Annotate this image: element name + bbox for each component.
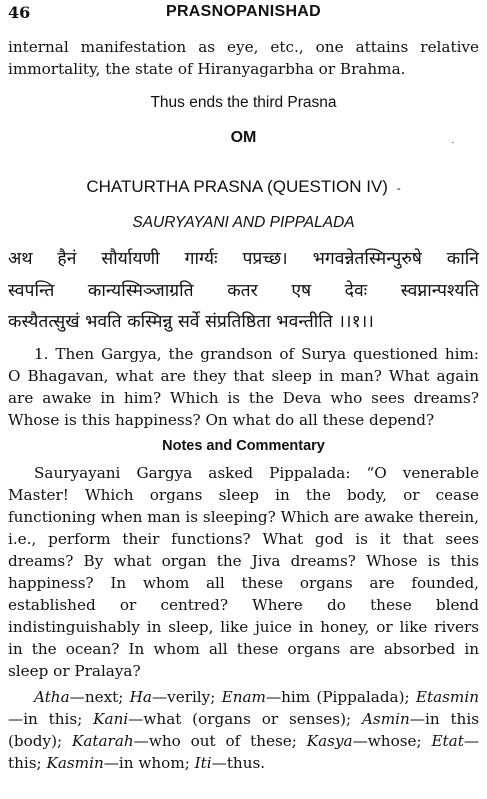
glossary-meaning: —him (Pippalada);: [265, 688, 416, 706]
glossary-term: Ha: [129, 688, 152, 706]
verse-translation: 1. Then Gargya, the grandson of Surya questioned him: O Bhagavan, what are they that sleep in man? What again are awake in him? Which is the Deva who sees dreams? Whose is this happiness? On what do all these depend?: [8, 345, 479, 429]
glossary-meaning: —thus.: [211, 754, 266, 772]
chapter-dash: -: [396, 181, 401, 195]
stray-mark: ·: [451, 137, 455, 149]
om-heading: OM: [230, 129, 257, 146]
sanskrit-line-3: कस्यैतत्सुखं भवति कस्मिन्नु सर्वे संप्रतिष्ठिता भवन्तीति ।।१।।: [8, 312, 374, 332]
glossary-meaning: —whose;: [352, 732, 432, 750]
glossary-meaning: —this;: [8, 732, 480, 772]
glossary-meaning: —next;: [69, 688, 130, 706]
running-title: PRASNOPANISHAD: [165, 3, 322, 20]
glossary-meaning: —in this (body);: [8, 710, 479, 750]
glossary-term: Etasmin: [415, 688, 479, 706]
glossary-term: Katarah: [72, 732, 134, 750]
end-note: Thus ends the third Prasna: [150, 94, 337, 111]
chapter-title-text: CHATURTHA PRASNA (QUESTION IV): [86, 177, 388, 196]
glossary-meaning: —verily;: [151, 688, 222, 706]
glossary-meaning: —who out of these;: [133, 732, 307, 750]
glossary-term: Kani: [93, 710, 129, 728]
glossary-meaning: —what (organs or senses);: [128, 710, 362, 728]
glossary-meaning: —in whom;: [103, 754, 195, 772]
chapter-subtitle: SAURYAYANI AND PIPPALADA: [132, 214, 355, 231]
glossary-term: Iti: [194, 754, 212, 772]
sanskrit-line-1: अथ हैनं सौर्यायणी गार्ग्यः पप्रच्छ। भगवन्नेतस्मिन्पुरुषे कानि: [8, 249, 479, 269]
sanskrit-line-2: स्वपन्ति कान्यस्मिञ्जाग्रति कतर एष देवः स्वप्नान्पश्यति: [8, 281, 479, 301]
page-number: 46: [8, 3, 31, 22]
intro-paragraph: internal manifestation as eye, etc., one attains relative immortality, the state of Hiranyagarbha or Brahma.: [8, 38, 479, 78]
commentary-paragraph: Sauryayani Gargya asked Pippalada: “O venerable Master! Which organs sleep in the body, or cease functioning when man is sleeping? Which are awake therein, i.e., perform their functions? What god is it that sees dreams? By what organ the Jiva dreams? Whose is this happiness? In whom all these organs are founded, established or centred? Where do these blend indistinguishably in sleep, like juice in honey, or like rivers in the ocean? In whom all these organs are absorbed in sleep or Pralaya?: [8, 464, 479, 680]
glossary-meaning: —in this;: [8, 710, 94, 728]
glossary-term: Kasya: [306, 732, 353, 750]
glossary-term: Atha: [34, 688, 70, 706]
glossary-term: Asmin: [361, 710, 410, 728]
glossary-term: Kasmin: [46, 754, 104, 772]
glossary-term: Enam: [221, 688, 266, 706]
glossary-paragraph: [8, 686, 479, 774]
page-header: [8, 3, 479, 25]
notes-heading: Notes and Commentary: [162, 438, 325, 454]
glossary-term: Etat: [431, 732, 464, 750]
chapter-title: [0, 177, 487, 197]
